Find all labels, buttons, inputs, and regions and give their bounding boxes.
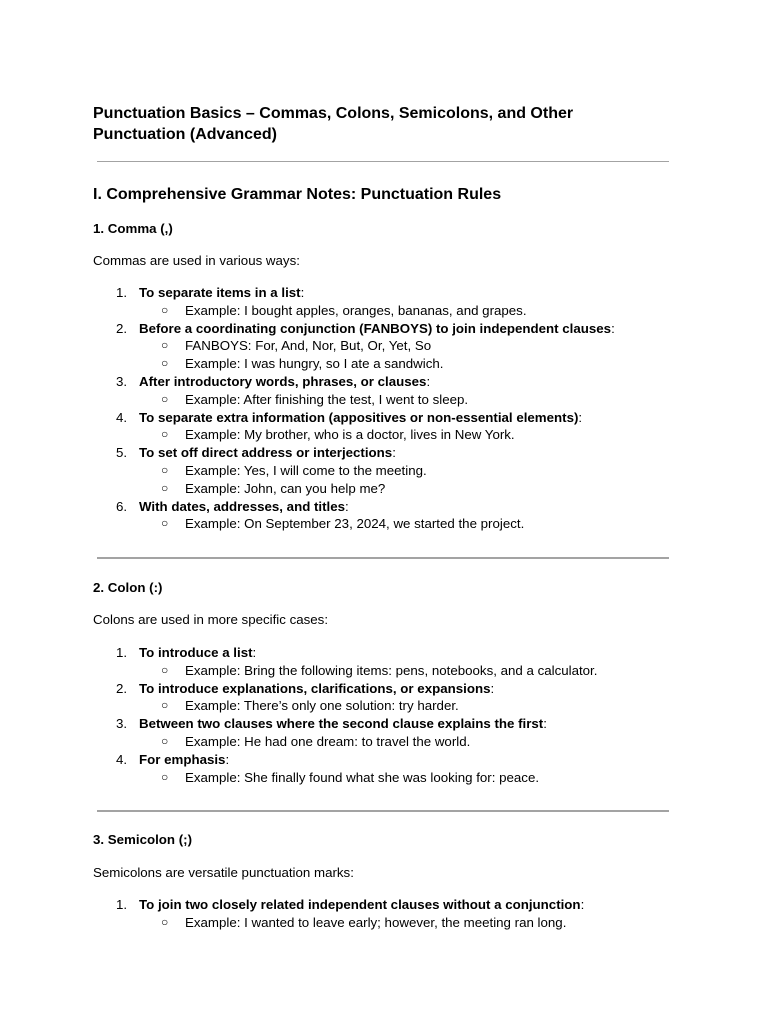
list-item: 2. To introduce explanations, clarifications, or expansions: ○ Example: There’s only one solution: try harder. — [93, 680, 693, 716]
item-number: 4. — [116, 751, 128, 767]
divider — [97, 161, 669, 162]
item-number: 4. — [116, 409, 128, 425]
list-item: 1. To introduce a list: ○ Example: Bring the following items: pens, notebooks, and a calculator. — [93, 644, 693, 680]
list-item: 3. Between two clauses where the second clause explains the first: ○ Example: He had one dream: to travel the world. — [93, 715, 693, 751]
rule-label: Between two clauses where the second clause explains the first — [139, 716, 544, 732]
example-item: ○ Example: There’s only one solution: try harder. — [161, 698, 459, 714]
comma-rules-list — [93, 284, 693, 533]
divider — [97, 810, 669, 812]
item-number: 6. — [116, 498, 128, 514]
list-item: 2. Before a coordinating conjunction (FANBOYS) to join independent clauses: ○ FANBOYS: For, And, Nor, But, Or, Yet, So ○ Example: I was hungry, so I ate a sandwich. — [93, 320, 693, 373]
rule-label: After introductory words, phrases, or clauses — [139, 373, 427, 389]
circle-bullet-icon: ○ — [161, 769, 169, 784]
rule-label: To set off direct address or interjections — [139, 445, 393, 461]
item-number: 2. — [116, 680, 128, 696]
rule-label: To introduce a list — [139, 645, 253, 660]
example-item: ○ Example: On September 23, 2024, we started the project. — [161, 516, 525, 532]
circle-bullet-icon: ○ — [161, 480, 169, 495]
item-number: 3. — [116, 716, 128, 732]
item-number: 2. — [116, 320, 128, 336]
example-item: ○ Example: I bought apples, oranges, bananas, and grapes. — [161, 302, 527, 318]
semicolon-intro: Semicolons are versatile punctuation marks: — [93, 865, 354, 880]
rule-label: Before a coordinating conjunction (FANBOYS) to join independent clauses — [139, 320, 612, 336]
rule-label: To separate items in a list — [139, 285, 301, 300]
circle-bullet-icon: ○ — [161, 338, 169, 353]
circle-bullet-icon: ○ — [161, 662, 169, 677]
semicolon-heading: 3. Semicolon (;) — [93, 832, 192, 847]
section-heading: I. Comprehensive Grammar Notes: Punctuation Rules — [93, 186, 502, 203]
example-item: ○ Example: My brother, who is a doctor, lives in New York. — [161, 427, 515, 443]
list-item: 3. After introductory words, phrases, or clauses: ○ Example: After finishing the test, I went to sleep. — [93, 373, 693, 409]
rule-label: For emphasis — [139, 751, 226, 767]
example-item: ○ Example: She finally found what she was looking for: peace. — [161, 769, 540, 785]
circle-bullet-icon: ○ — [161, 698, 169, 713]
list-item: 4. To separate extra information (appositives or non-essential elements): ○ Example: My brother, who is a doctor, lives in New York. — [93, 409, 693, 445]
rule-label: To join two closely related independent clauses without a conjunction — [139, 897, 581, 912]
example-item: ○ Example: John, can you help me? — [161, 480, 386, 496]
circle-bullet-icon: ○ — [161, 733, 169, 748]
example-item: ○ FANBOYS: For, And, Nor, But, Or, Yet, So — [161, 338, 432, 354]
colon-heading: 2. Colon (:) — [93, 580, 163, 595]
list-item: 4. For emphasis: ○ Example: She finally found what she was looking for: peace. — [93, 751, 693, 787]
item-number: 1. — [116, 645, 128, 660]
example-item: ○ Example: He had one dream: to travel the world. — [161, 733, 471, 749]
document-title: Punctuation Basics – Commas, Colons, Semicolons, and Other Punctuation (Advanced) — [93, 105, 574, 143]
rule-label: To separate extra information (appositives or non-essential elements) — [139, 409, 579, 425]
circle-bullet-icon: ○ — [161, 914, 169, 929]
colon-rules-list — [93, 644, 693, 786]
example-item: ○ Example: Bring the following items: pens, notebooks, and a calculator. — [161, 662, 598, 678]
rule-label: With dates, addresses, and titles — [139, 498, 346, 514]
list-item: 6. With dates, addresses, and titles: ○ Example: On September 23, 2024, we started the project. — [93, 498, 693, 534]
item-number: 1. — [116, 897, 128, 912]
list-item: 1. To join two closely related independent clauses without a conjunction: ○ Example: I wanted to leave early; however, the meeting ran long. — [93, 896, 693, 932]
example-item: ○ Example: I wanted to leave early; however, the meeting ran long. — [161, 914, 567, 930]
item-number: 1. — [116, 285, 128, 300]
example-item: ○ Example: After finishing the test, I went to sleep. — [161, 391, 469, 407]
divider — [97, 557, 669, 559]
comma-intro: Commas are used in various ways: — [93, 253, 300, 268]
colon-intro: Colons are used in more specific cases: — [93, 612, 329, 627]
comma-heading: 1. Comma (,) — [93, 221, 173, 236]
example-item: ○ Example: I was hungry, so I ate a sandwich. — [161, 356, 444, 372]
list-item: 5. To set off direct address or interjections: ○ Example: Yes, I will come to the meeting. ○ Example: John, can you help me? — [93, 444, 693, 497]
circle-bullet-icon: ○ — [161, 356, 169, 371]
item-number: 3. — [116, 373, 128, 389]
semicolon-rules-list — [93, 896, 693, 932]
example-item: ○ Example: Yes, I will come to the meeting. — [161, 462, 427, 478]
rule-label: To introduce explanations, clarifications, or expansions — [139, 680, 491, 696]
circle-bullet-icon: ○ — [161, 391, 169, 406]
circle-bullet-icon: ○ — [161, 462, 169, 477]
circle-bullet-icon: ○ — [161, 302, 169, 317]
circle-bullet-icon: ○ — [161, 427, 169, 442]
list-item: 1. To separate items in a list: ○ Example: I bought apples, oranges, bananas, and grapes. — [93, 284, 693, 320]
circle-bullet-icon: ○ — [161, 516, 169, 531]
item-number: 5. — [116, 445, 128, 461]
